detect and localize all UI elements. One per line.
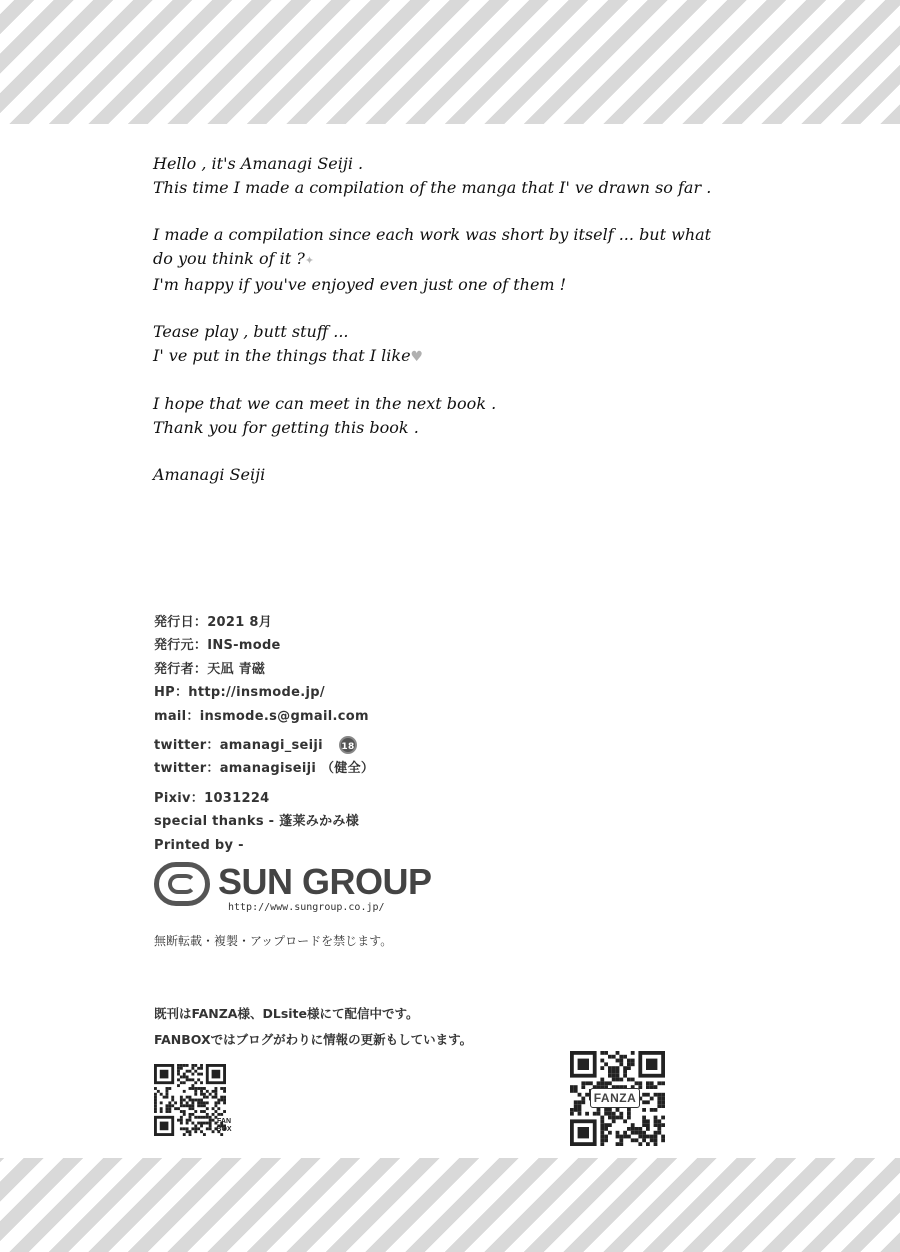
letter-paragraph-1 bbox=[153, 152, 713, 200]
letter-line-text: do you think of it ? bbox=[153, 249, 305, 268]
twitter-r18 bbox=[154, 734, 574, 757]
twitter-r18-handle[interactable]: twitter：amanagi_seiji bbox=[154, 737, 323, 753]
letter-paragraph-3 bbox=[153, 320, 713, 369]
letter-line: I hope that we can meet in the next book . bbox=[153, 394, 497, 413]
homepage-link[interactable]: HP：http://insmode.jp/ bbox=[154, 685, 325, 701]
letter-line bbox=[153, 247, 713, 273]
letter-line bbox=[153, 344, 713, 369]
r18-badge-icon: 18 bbox=[339, 736, 357, 754]
sun-group-logo bbox=[152, 860, 452, 920]
mail-link[interactable]: mail：insmode.s@gmail.com bbox=[154, 708, 369, 724]
letter-line-text: I' ve put in the things that I like bbox=[153, 346, 411, 365]
sun-group-url[interactable]: http://www.sungroup.co.jp/ bbox=[228, 902, 385, 913]
fanza-badge: FANZA bbox=[590, 1088, 640, 1108]
letter-line: Hello , it's Amanagi Seiji . bbox=[153, 154, 364, 173]
issue-date: 発行日：2021 8月 bbox=[154, 615, 273, 630]
sparkle-icon: ✦ bbox=[304, 254, 315, 267]
letter-line: This time I made a compilation of the manga that I' ve drawn so far . bbox=[153, 178, 712, 197]
fanbox-badge: FAN BOX bbox=[216, 1118, 232, 1133]
author: 発行者：天凪 青磁 bbox=[154, 661, 266, 677]
sun-group-name: SUN GROUP bbox=[218, 861, 432, 902]
distribution-info bbox=[154, 1001, 472, 1053]
letter-line: I'm happy if you've enjoyed even just one of them ! bbox=[153, 275, 567, 294]
colophon bbox=[154, 611, 574, 857]
letter-paragraph-2 bbox=[153, 223, 713, 297]
letter-paragraph-4 bbox=[153, 392, 713, 440]
distribution-line-2: FANBOXではブログがわりに情報の更新もしています。 bbox=[154, 1032, 473, 1047]
twitter-general[interactable]: twitter：amanagiseiji （健全） bbox=[154, 761, 375, 777]
pixiv-id: Pixiv：1031224 bbox=[154, 790, 270, 806]
letter-signature bbox=[153, 463, 713, 487]
letter-line: Tease play , butt stuff ... bbox=[153, 322, 349, 341]
copyright-notice: 無断転載・複製・アップロードを禁じます。 bbox=[154, 934, 393, 948]
printed-by: Printed by - bbox=[154, 837, 244, 853]
letter-line: Thank you for getting this book . bbox=[153, 418, 419, 437]
distribution-line-1: 既刊はFANZA様、DLsite様にて配信中です。 bbox=[154, 1006, 419, 1021]
sun-group-mark-icon bbox=[154, 862, 210, 906]
special-thanks: special thanks - 蓬莱みかみ様 bbox=[154, 814, 360, 830]
publisher: 発行元：INS-mode bbox=[154, 638, 281, 654]
heart-icon: ♥ bbox=[410, 349, 424, 365]
afterword-letter bbox=[153, 152, 713, 510]
striped-border-top bbox=[0, 0, 900, 124]
striped-border-bottom bbox=[0, 1158, 900, 1252]
signature-text: Amanagi Seiji bbox=[153, 465, 266, 484]
letter-line: I made a compilation since each work was short by itself ... but what bbox=[153, 225, 712, 244]
